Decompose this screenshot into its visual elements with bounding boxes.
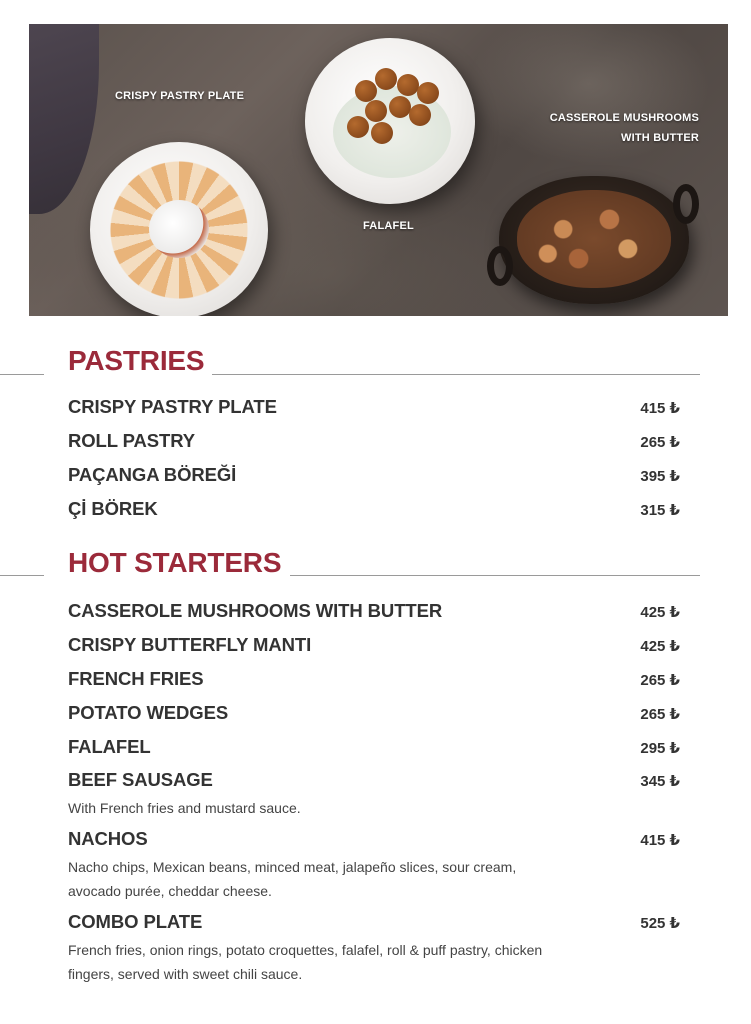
item-name: ROLL PASTRY	[68, 430, 196, 451]
section-header-hot-starters	[0, 545, 751, 585]
divider-line	[0, 575, 44, 576]
photo-label-crispy-pastry: CRISPY PASTRY PLATE	[115, 90, 245, 102]
item-name: CRISPY BUTTERFLY MANTI	[68, 634, 312, 655]
item-name: CRISPY PASTRY PLATE	[68, 396, 277, 417]
photo-label-falafel: FALAFEL	[363, 220, 414, 232]
item-description: French fries, onion rings, potato croquettes, falafel, roll & puff pastry, chicken fingers, served with sweet chili sauce.	[68, 942, 543, 982]
menu-item	[68, 396, 680, 420]
menu-item	[68, 634, 680, 658]
item-price: 415 ₺	[640, 832, 680, 849]
menu-item	[68, 600, 680, 624]
divider-line	[0, 374, 44, 375]
section-title-hot-starters: HOT STARTERS	[68, 547, 282, 578]
casserole-mushrooms-pan-image	[499, 176, 689, 304]
menu-item	[68, 498, 680, 522]
item-name: POTATO WEDGES	[68, 702, 229, 723]
item-name: CASSEROLE MUSHROOMS WITH BUTTER	[68, 600, 443, 621]
item-price: 295 ₺	[640, 740, 680, 757]
menu-item	[68, 828, 680, 903]
item-price: 345 ₺	[640, 773, 680, 790]
item-price: 315 ₺	[640, 502, 680, 519]
menu-item	[68, 702, 680, 726]
napkin-cloth	[29, 24, 99, 214]
item-name: PAÇANGA BÖREĞİ	[68, 464, 237, 485]
item-name: FRENCH FRIES	[68, 668, 204, 689]
menu-item	[68, 430, 680, 454]
item-description: With French fries and mustard sauce.	[68, 800, 301, 816]
hero-food-photo	[29, 24, 728, 316]
item-price: 425 ₺	[640, 638, 680, 655]
item-price: 425 ₺	[640, 604, 680, 621]
falafel-plate-image	[305, 38, 475, 204]
menu-item	[68, 736, 680, 760]
item-name: BEEF SAUSAGE	[68, 769, 213, 790]
crispy-pastry-plate-image	[90, 142, 268, 316]
section-title-pastries: PASTRIES	[68, 345, 205, 376]
item-price: 525 ₺	[640, 915, 680, 932]
item-price: 395 ₺	[640, 468, 680, 485]
menu-item	[68, 464, 680, 488]
menu-item	[68, 668, 680, 692]
item-price: 265 ₺	[640, 672, 680, 689]
item-name: Çİ BÖREK	[68, 498, 158, 519]
item-price: 265 ₺	[640, 434, 680, 451]
item-name: COMBO PLATE	[68, 911, 203, 932]
item-price: 415 ₺	[640, 400, 680, 417]
item-description: Nacho chips, Mexican beans, minced meat, jalapeño slices, sour cream, avocado purée, cheddar cheese.	[68, 859, 517, 899]
photo-label-casserole-mushrooms: CASSEROLE MUSHROOMS WITH BUTTER	[549, 112, 699, 144]
divider-line	[290, 575, 700, 576]
item-price: 265 ₺	[640, 706, 680, 723]
menu-item	[68, 911, 680, 986]
section-header-pastries	[0, 343, 751, 383]
menu-item	[68, 769, 680, 820]
item-name: FALAFEL	[68, 736, 151, 757]
item-name: NACHOS	[68, 828, 148, 849]
divider-line	[212, 374, 700, 375]
